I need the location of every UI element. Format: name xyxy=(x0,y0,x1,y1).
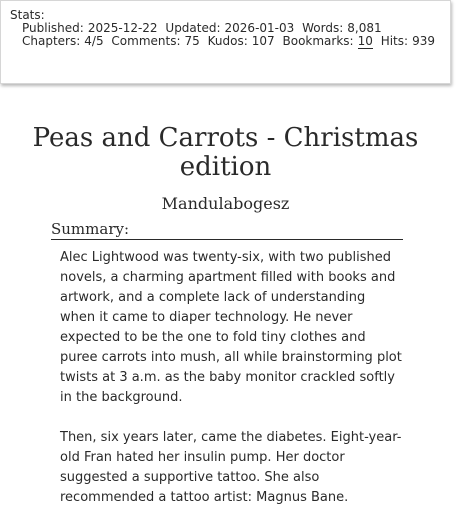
stat-chapters-value: 4/5 xyxy=(84,34,104,48)
stat-kudos-label: Kudos: xyxy=(207,34,248,48)
stats-list xyxy=(22,22,442,48)
stats-box xyxy=(0,0,451,84)
summary-paragraph: Then, six years later, came the diabetes. Eight-year-old Fran hated her insulin pump. Her doctor suggested a supportive tattoo. She also recommended a tattoo artist: Magnus Bane. xyxy=(60,430,402,505)
stat-chapters-label: Chapters: xyxy=(22,34,81,48)
stat-updated xyxy=(165,21,294,35)
stat-hits-label: Hits: xyxy=(380,34,409,48)
stat-published xyxy=(22,21,158,35)
stat-published-label: Published: xyxy=(22,21,84,35)
summary-paragraph: Alec Lightwood was twenty-six, with two published novels, a charming apartment filled with books and artwork, and a complete lack of understanding when it came to diaper technology. He never expected to be the one to fold tiny clothes and puree carrots into mush, all while brainstorming plot twists at 3 a.m. as the baby monitor crackled softly in the background. xyxy=(60,250,402,405)
author-byline[interactable]: Mandulabogesz xyxy=(161,194,290,213)
stat-updated-value: 2026-01-03 xyxy=(224,21,295,35)
stat-bookmarks xyxy=(283,34,373,48)
bookmarks-link[interactable]: 10 xyxy=(357,34,373,48)
stat-words-label: Words: xyxy=(302,21,344,35)
stat-bookmarks-value xyxy=(358,34,373,48)
stat-chapters xyxy=(22,34,104,48)
stat-comments-value: 75 xyxy=(184,34,200,48)
stat-comments xyxy=(111,34,199,48)
work-title: Peas and Carrots - Christmas edition xyxy=(32,123,419,182)
stat-bookmarks-label: Bookmarks: xyxy=(282,34,354,48)
stat-kudos-value: 107 xyxy=(251,34,275,48)
summary-heading: Summary: xyxy=(51,220,403,240)
stat-updated-label: Updated: xyxy=(165,21,221,35)
stats-heading: Stats: xyxy=(10,8,45,22)
stat-words-value: 8,081 xyxy=(347,21,382,35)
summary-body xyxy=(60,248,404,518)
stat-hits-value: 939 xyxy=(412,34,435,48)
stat-words xyxy=(302,21,382,35)
stat-hits xyxy=(381,34,435,48)
stat-kudos xyxy=(208,34,275,48)
stat-published-value: 2025-12-22 xyxy=(87,21,158,35)
stat-comments-label: Comments: xyxy=(111,34,181,48)
